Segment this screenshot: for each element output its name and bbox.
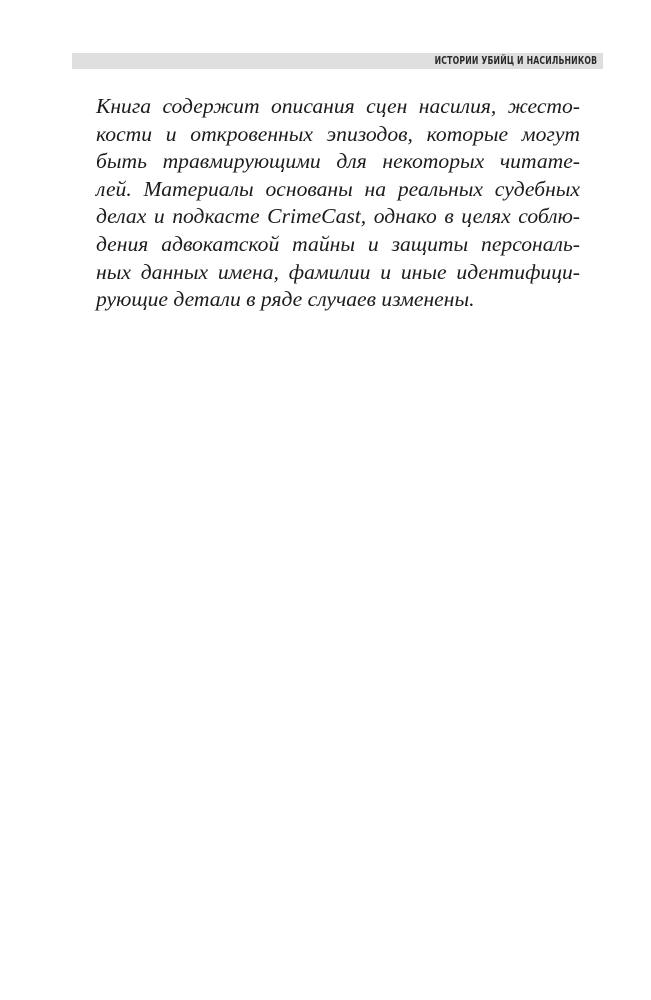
paragraph-line: рующие детали в ряде случаев изменены. (96, 287, 475, 312)
paragraph-line: делах и подкасте CrimeCast, однако в целях соблю- (96, 204, 580, 229)
paragraph-line: кости и откровенных эпизодов, которые могут (96, 121, 580, 146)
paragraph-line: лей. Материалы основаны на реальных судебных (96, 176, 580, 201)
paragraph-line: дения адвокатской тайны и защиты персональ- (96, 231, 580, 256)
running-head-bar (72, 53, 603, 69)
paragraph-line: Книга содержит описания сцен насилия, жесто- (96, 94, 580, 118)
paragraph-line: ных данных имена, фамилии и иные идентифици- (96, 259, 580, 284)
disclaimer-paragraph (96, 93, 580, 314)
paragraph-line: быть травмирующими для некоторых читате- (96, 149, 580, 174)
running-head: ИСТОРИИ УБИЙЦ И НАСИЛЬНИКОВ (434, 55, 597, 67)
